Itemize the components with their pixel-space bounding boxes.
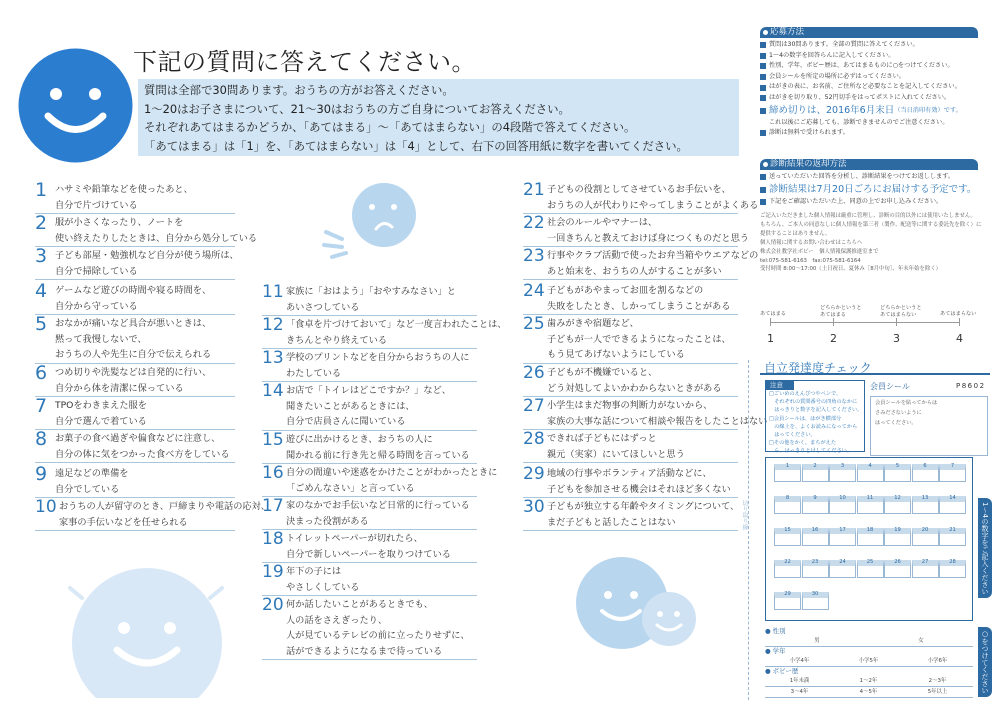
answer-scale	[760, 300, 977, 350]
intro-line: 質問は全部で30問あります。おうちの方がお答えください。	[144, 83, 454, 97]
question-text: 地域の行事やボランティア活動などに、	[547, 468, 712, 479]
answer-cell-number: 25	[866, 559, 874, 565]
answer-cell-17[interactable]	[829, 528, 856, 546]
question-22	[523, 213, 749, 247]
answer-cell-7[interactable]	[939, 464, 966, 482]
question-text: 学校のプリントなどを自分からおうちの人に	[286, 352, 470, 363]
apply-item: 性別、学年、ボビー歴は、あてはまるものに○をつけてください。	[760, 61, 990, 72]
question-number: 29	[523, 464, 545, 484]
question-19	[262, 562, 477, 596]
answer-cell-number: 15	[784, 527, 791, 533]
question-text: ハサミや鉛筆などを使ったあと、	[55, 184, 193, 195]
question-text: 使い終えたりしたときは、自分から処分している	[55, 232, 258, 244]
question-text: 自分で片づけている	[55, 199, 138, 211]
question-text: トイレットペーパーが切れたら、	[286, 533, 423, 544]
note-line: □ごいめのえんぴつやペンで、	[769, 391, 842, 397]
result-date: 診断結果は7月20日ごろにお届けする予定です。	[760, 183, 990, 197]
question-text: 家族に「おはよう」「おやすみなさい」と	[286, 286, 456, 297]
history-option[interactable]: 1～2年	[859, 678, 878, 684]
note-line: それぞれの質問番号の四角のなかに	[769, 399, 858, 406]
answer-cell-number: 18	[866, 527, 874, 533]
question-5	[35, 314, 235, 364]
note-line: もちろん、ご本人の同意なしに個人情報を第三者（製作、配送等に関する委託先を除く）に	[760, 221, 982, 228]
history-label: ● ボビー歴	[765, 667, 973, 676]
question-28	[523, 429, 738, 463]
history-option[interactable]: 1年未満	[789, 678, 810, 684]
question-17	[262, 496, 477, 530]
answer-cell-25[interactable]	[857, 560, 884, 578]
question-number: 16	[262, 463, 284, 483]
question-text: 自分の間違いや迷惑をかけたことがわかったときに	[286, 467, 498, 478]
gender-option-female[interactable]: 女	[918, 638, 924, 644]
answer-cell-9[interactable]	[802, 496, 829, 514]
question-25	[523, 314, 738, 364]
answer-cell-19[interactable]	[884, 528, 911, 546]
question-8	[35, 429, 235, 463]
question-text: わたしている	[286, 367, 342, 379]
question-text: 行事やクラブ活動で使ったお弁当箱やウエアなどの	[547, 250, 759, 261]
question-number: 23	[523, 246, 545, 266]
smiley-icon	[18, 48, 133, 163]
member-code: P8602	[956, 382, 986, 390]
question-23	[523, 246, 759, 280]
question-text: 服が小さくなったり、ノートを	[55, 217, 184, 228]
history-option[interactable]: 5年以上	[927, 689, 948, 695]
answer-grid	[765, 457, 973, 621]
question-number: 30	[523, 497, 545, 517]
question-number: 5	[35, 313, 48, 335]
apply-item: はがきの表に、お名前、ご住所など必要なことを記入してください。	[760, 82, 990, 93]
privacy-notes	[760, 212, 990, 274]
question-number: 19	[262, 562, 284, 582]
scale-number: 4	[956, 332, 963, 345]
answer-cell-13[interactable]	[912, 496, 939, 514]
question-text: お菓子の食べ過ぎや偏食などに注意し、	[55, 433, 221, 444]
answer-cell-6[interactable]	[912, 464, 939, 482]
answer-cell-number: 5	[895, 463, 900, 469]
gender-section	[765, 627, 973, 647]
question-text: やさしくしている	[286, 581, 360, 593]
answer-cell-number: 8	[785, 495, 790, 501]
question-text: TPOをわきまえた服を	[55, 400, 147, 411]
question-text: きちんとやり終えている	[286, 334, 388, 346]
note-line: の線上を、よくお読みになってから	[769, 423, 858, 430]
question-number: 28	[523, 429, 545, 449]
question-13	[262, 348, 477, 382]
answer-cell-number: 30	[811, 591, 819, 597]
question-number: 2	[35, 212, 48, 234]
question-text: 決まった役割がある	[286, 515, 369, 527]
question-text: 「ごめんなさい」と言っている	[286, 482, 415, 494]
answer-cell-number: 12	[894, 495, 901, 501]
cut-line	[748, 360, 749, 700]
question-text: おうちの人や先生に自分で伝えられる	[55, 349, 212, 360]
answer-cell-10[interactable]	[829, 496, 856, 514]
question-number: 25	[523, 314, 545, 334]
scale-number: 3	[893, 332, 900, 345]
answer-cell-number: 29	[784, 591, 791, 597]
question-text: お店で「トイレはどこですか？」など、	[286, 385, 451, 396]
grade-label: ● 学年	[765, 647, 973, 656]
question-9	[35, 464, 235, 498]
question-26	[523, 363, 738, 397]
answer-cell-number: 9	[813, 495, 817, 501]
answer-cell-26[interactable]	[884, 560, 911, 578]
note-line: 提供することはありません。	[760, 230, 831, 237]
question-text: 自分の体に気をつかった食べ方をしている	[55, 448, 230, 460]
answer-cell-12[interactable]	[884, 496, 911, 514]
fill-numbers-tab: 1～4の数字をご記入ください	[978, 498, 992, 598]
note-line: はってください。	[769, 432, 816, 439]
question-number: 15	[262, 430, 284, 450]
question-text: 歯みがきや宿題など、	[547, 318, 639, 329]
apply-item: 1～4の数字を回答らんに記入してください。	[760, 51, 990, 62]
answer-cell-number: 6	[923, 463, 927, 469]
answer-cell-number: 26	[894, 559, 901, 565]
grade-section	[765, 647, 973, 667]
question-20	[262, 595, 477, 660]
question-text: もう見てあげないようにしている	[547, 349, 685, 360]
answer-cell-8[interactable]	[774, 496, 801, 514]
apply-item: 会員シールを所定の場所に必ずはってください。	[760, 72, 990, 83]
intro-line: 1～20はお子さまについて、21～30はおうちの方ご自身についてお答えください。	[144, 101, 570, 116]
question-text: 自分で選んで着ている	[55, 415, 147, 427]
worried-face-icon	[314, 177, 434, 267]
question-18	[262, 529, 477, 563]
sticker-box[interactable]	[870, 396, 988, 456]
question-text: つめ切りや洗髪などは自発的に行い、	[55, 367, 212, 378]
question-24	[523, 281, 738, 315]
answer-cell-number: 13	[921, 495, 929, 501]
answer-cell-number: 28	[949, 559, 956, 565]
question-text: 人が見ているテレビの前に立ったりせずに、	[286, 630, 470, 641]
question-text: どう対処してよいかわからないときがある	[547, 382, 722, 394]
answer-cell-1[interactable]	[774, 464, 801, 482]
answer-cell-16[interactable]	[802, 528, 829, 546]
answer-cell-15[interactable]	[774, 528, 801, 546]
question-text: 家族の大事な話について相談や報告をしたことはない	[547, 415, 768, 427]
question-number: 27	[523, 396, 545, 416]
intro-box	[138, 79, 739, 156]
question-number: 1	[35, 179, 48, 201]
answer-cell-number: 3	[840, 463, 845, 469]
question-number: 22	[523, 213, 545, 233]
answer-cell-11[interactable]	[857, 496, 884, 514]
question-text: ゲームなど遊びの時間や寝る時間を、	[55, 285, 212, 296]
question-number: 11	[262, 282, 284, 302]
answer-cell-number: 21	[949, 527, 956, 533]
question-number: 14	[262, 381, 284, 401]
answer-cell-number: 23	[811, 559, 819, 565]
question-text: 子どもを参加させる機会はそれほど多くない	[547, 483, 731, 495]
note-line: 受付時間 8:00～17:00（土日祝日、夏休み［8月中旬］、年末年始を除く）	[760, 266, 942, 273]
question-text: 遊びに出かけるとき、おうちの人に	[286, 434, 433, 445]
answer-cell-number: 1	[785, 463, 790, 469]
question-text: 話ができるようになるまで待っている	[286, 645, 443, 657]
note-line: 個人情報に関するお問い合わせはこちらへ	[760, 239, 863, 246]
question-29	[523, 464, 738, 498]
member-sticker-area[interactable]	[870, 382, 988, 454]
answer-cell-number: 22	[784, 559, 791, 565]
question-15	[262, 430, 477, 464]
question-number: 24	[523, 281, 545, 301]
question-27	[523, 396, 768, 430]
sticker-note: 会員シールを貼ってからは	[875, 400, 938, 406]
question-text: 聞かれる前に行き先と帰る時間を言っている	[286, 449, 470, 461]
answer-cell-23[interactable]	[802, 560, 829, 578]
grade-option[interactable]: 小学6年	[927, 658, 948, 664]
question-text: できれば子どもにはずっと	[547, 433, 657, 444]
history-section	[765, 667, 973, 698]
question-number: 12	[262, 315, 284, 335]
answer-cell-14[interactable]	[939, 496, 966, 514]
answer-cell-number: 16	[811, 527, 819, 533]
question-text: 自分から体を清潔に保っている	[55, 382, 184, 394]
result-header: 診断結果の返却方法	[760, 159, 978, 170]
question-number: 13	[262, 348, 284, 368]
apply-item: 質問は30問あります。全部の質問に答えてください。	[760, 40, 990, 51]
apply-header: 応募方法	[760, 27, 978, 38]
scale-label: あてはまらない	[940, 311, 977, 317]
scale-label: あてはまる	[760, 311, 786, 317]
question-text: 家事の手伝いなどを任せられる	[59, 516, 188, 528]
history-option[interactable]: 3～4年	[790, 689, 809, 695]
question-text: あと始末を、おうちの人がすることが多い	[547, 265, 722, 277]
answer-sheet-title: 自立発達度チェック	[760, 357, 990, 375]
sheet-notes	[765, 380, 865, 455]
question-14	[262, 381, 477, 431]
answer-cell-24[interactable]	[829, 560, 856, 578]
question-number: 4	[35, 280, 48, 302]
question-text: 子どもの役割としてさせているお手伝いを、	[547, 184, 731, 195]
answer-cell-21[interactable]	[939, 528, 966, 546]
circle-tab: ○をつけてください	[978, 627, 992, 697]
question-text: 小学生はまだ物事の判断力がないから、	[547, 400, 713, 411]
gender-label: ● 性別	[765, 627, 973, 636]
result-list	[760, 172, 990, 207]
question-text: 子どもがあやまってお皿を割るなどの	[547, 285, 704, 296]
question-2	[35, 212, 258, 247]
question-text: 聞きたいことがあるときには、	[286, 400, 415, 412]
answer-cell-number: 10	[839, 495, 846, 501]
apply-list	[760, 40, 990, 139]
question-number: 3	[35, 245, 48, 267]
result-item: 送っていただいた回答を分析し、診断結果をつけてお返しします。	[760, 172, 990, 183]
answer-cell-number: 27	[921, 559, 929, 565]
answer-cell-number: 2	[813, 463, 817, 469]
note-line: tel:075-581-6163 fax:075-581-6164	[760, 257, 861, 264]
question-text: 「食卓を片づけておいて」など一度言われたことは、	[286, 319, 507, 330]
answer-cell-2[interactable]	[802, 464, 829, 482]
question-number: 17	[262, 496, 284, 516]
answer-cell-4[interactable]	[857, 464, 884, 482]
notes-header: 注意	[766, 381, 794, 390]
question-text: 自分でしている	[55, 483, 120, 495]
answer-cell-number: 7	[950, 463, 955, 469]
question-text: 自分で店員さんに聞いている	[286, 416, 406, 427]
scale-number: 1	[767, 332, 774, 345]
scale-number: 2	[830, 332, 837, 345]
question-text: おうちの人が代わりにやってしまうことがよくある	[547, 199, 759, 211]
question-text: 何か話したいことがあるときでも、	[286, 599, 433, 610]
question-number: 21	[523, 180, 545, 200]
question-text: 年下の子には	[286, 566, 342, 577]
page-title: 下記の質問に答えてください。	[133, 48, 476, 76]
sticker-note: はってください。	[875, 420, 917, 426]
question-text: 子ども部屋・勉強机など自分が使う場所は、	[55, 250, 239, 261]
question-7	[35, 396, 235, 430]
question-30	[523, 497, 738, 531]
question-text: 家のなかでお手伝いなど日常的に行っている	[286, 500, 470, 511]
answer-cell-number: 19	[894, 527, 901, 533]
answer-cell-22[interactable]	[774, 560, 801, 578]
question-number: 7	[35, 395, 48, 417]
question-text: 子どもが不機嫌でいると、	[547, 367, 658, 378]
question-21	[523, 180, 759, 214]
answer-cell-28[interactable]	[939, 560, 966, 578]
question-text: 人の話をさえぎったり、	[286, 614, 388, 626]
answer-cell-20[interactable]	[912, 528, 939, 546]
question-3	[35, 245, 239, 280]
question-text: 失敗をしたとき、しかってしまうことがある	[547, 300, 731, 312]
scale-label: どちらかというと あてはまらない	[880, 305, 922, 318]
question-text: あいさつしている	[286, 301, 360, 313]
question-number: 9	[35, 463, 48, 485]
note-line: □その他をかく。まちがえた	[769, 440, 837, 447]
question-text: 子どもが一人でできるようになったことは、	[547, 333, 731, 345]
question-text: 黙って我慢しないで、	[55, 333, 147, 345]
question-6	[35, 363, 235, 397]
intro-line: 「あてはまる」は「1」を、「あてはまらない」は「4」として、右下の回答用紙に数字を書いてください。	[144, 138, 688, 153]
answer-cell-number: 20	[921, 527, 929, 533]
fee-note: 診断は無料で受けられます。	[760, 128, 990, 139]
question-16	[262, 463, 498, 497]
question-text: おなかが痛いなど具合が悪いときは、	[55, 318, 212, 329]
happy-face-icon	[62, 568, 232, 698]
scale-label: どちらかというと あてはまる	[820, 305, 862, 318]
question-text: 一回きちんと教えておけば身につくものだと思う	[547, 232, 749, 244]
history-option[interactable]: 4～5年	[859, 689, 878, 695]
deadline-sub: これ以後にご応募しても、診断できませんのでご注意ください。	[769, 118, 949, 126]
question-number: 20	[262, 595, 284, 615]
question-1	[35, 180, 235, 214]
question-number: 6	[35, 362, 48, 384]
question-4	[35, 281, 235, 315]
grade-option[interactable]: 小学4年	[789, 658, 810, 664]
question-text: 親元（実家）にいてほしいと思う	[547, 448, 685, 460]
question-text: まだ子どもと話したことはない	[547, 516, 676, 528]
note-line: はっきりと数字を記入してください。	[769, 407, 863, 414]
question-10	[35, 497, 270, 531]
answer-cell-number: 14	[949, 495, 956, 501]
question-text: 自分から守っている	[55, 300, 138, 312]
question-text: 遠足などの準備を	[55, 468, 129, 479]
answer-cell-18[interactable]	[857, 528, 884, 546]
deadline: 締め切りは、2016年6月末日 （当日消印有効）です。	[760, 104, 990, 118]
answer-cell-3[interactable]	[829, 464, 856, 482]
question-text: 自分で掃除している	[55, 265, 138, 277]
answer-cell-30[interactable]	[802, 592, 829, 610]
question-text: おうちの人が留守のとき、戸締まりや電話の応対、	[59, 501, 270, 512]
question-number: 18	[262, 529, 284, 549]
question-12	[262, 315, 507, 349]
question-text: 子どもが独立する年齢やタイミングについて、	[547, 501, 740, 512]
note-line: □会員シールは、はがき横部分	[769, 415, 842, 422]
note-line: 株式会社教学社ボビー 個人情報保護推進室まで	[760, 248, 879, 255]
sticker-note: さみださないように	[875, 410, 922, 416]
result-sub: 下記をご確認いただいた上、同意の上でお申し込みください。	[760, 197, 990, 208]
apply-item: はがきを切り取り、52円切手をはってポストに入れてください。	[760, 93, 990, 104]
question-text: 社会のルールやマナーは、	[547, 217, 658, 228]
grade-option[interactable]: 小学5年	[858, 658, 879, 664]
question-number: 26	[523, 363, 545, 383]
intro-line: それぞれあてはまるかどうか、「あてはまる」～「あてはまらない」の4段階で答えてください。	[144, 120, 636, 134]
note-line: ご記入いただきました個人情報は厳重に管理し、診断の目的以外には使用いたしません。	[760, 213, 976, 219]
question-number: 8	[35, 428, 48, 450]
answer-cell-5[interactable]	[884, 464, 911, 482]
answer-cell-29[interactable]	[774, 592, 801, 610]
answer-cell-number: 24	[839, 559, 846, 565]
twin-smiley-icon	[574, 555, 704, 655]
question-text: 自分で新しいペーパーを取りつけている	[286, 548, 451, 560]
history-option[interactable]: 2～3年	[928, 678, 947, 684]
answer-cell-number: 17	[839, 527, 846, 533]
answer-cell-number: 11	[866, 495, 874, 501]
gender-option-male[interactable]: 男	[814, 638, 820, 644]
cut-line-label: 切り取り線	[741, 500, 748, 530]
note-line: ら、はっきりとけしてください。	[769, 448, 853, 455]
question-number: 10	[35, 497, 57, 517]
member-sticker-header: 会員シール	[870, 382, 910, 391]
answer-cell-number: 4	[868, 463, 872, 469]
answer-cell-27[interactable]	[912, 560, 939, 578]
question-11	[262, 282, 477, 316]
